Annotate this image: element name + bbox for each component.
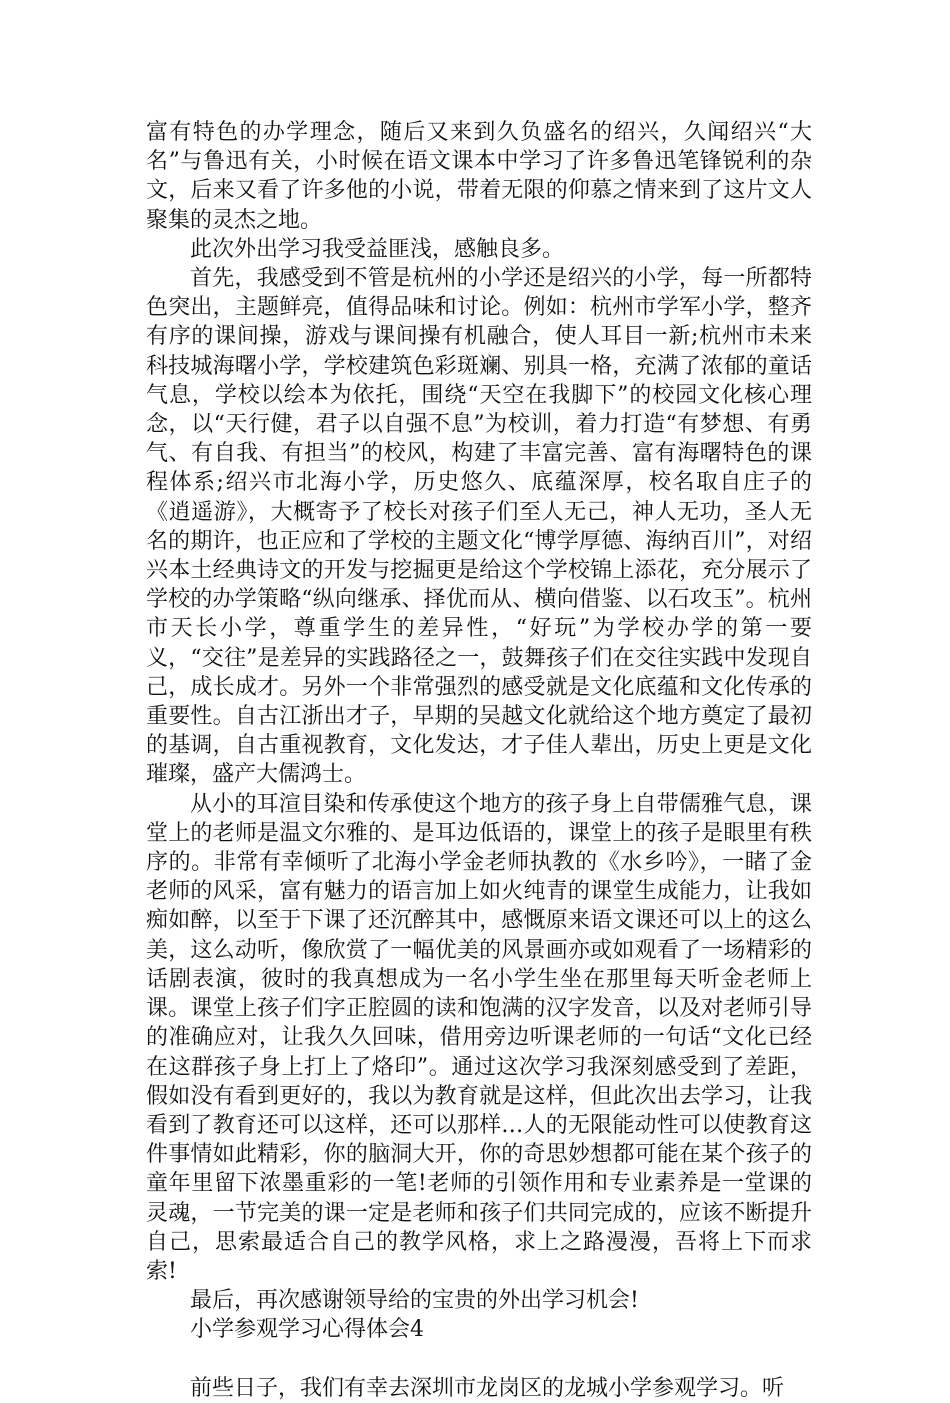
paragraph-next-section-start: 前些日子，我们有幸去深圳市龙岗区的龙城小学参观学习。听 [190, 1375, 785, 1401]
paragraph-classroom-observation: 从小的耳渲目染和传承使这个地方的孩子身上自带儒雅气息，课堂上的老师是温文尔雅的、是耳边低语的，课堂上的孩子是眼里有秩序的。非常有幸倾听了北海小学金老师执教的《水乡吟》，一睹了金老师的风采，富有魅力的语言加上如火纯青的课堂生成能力，让我如痴如醉，以至于下课了还沉醉其中，感慨原来语文课还可以上的这么美，这么动听，像欣赏了一幅优美的风景画亦或如观看了一场精彩的话剧表演，彼时的我真想成为一名小学生坐在那里每天听金老师上课。课堂上孩子们字正腔圆的读和饱满的汉字发音，以及对老师引导的准确应对，让我久久回味，借用旁边听课老师的一句话“文化已经在这群孩子身上打上了烙印”。通过这次学习我深刻感受到了差距，假如没有看到更好的，我以为教育就是这样，但此次出去学习，让我看到了教育还可以这样，还可以那样…人的无限能动性可以使教育这件事情如此精彩，你的脑洞大开，你的奇思妙想都可能在某个孩子的童年里留下浓墨重彩的一笔!老师的引领作用和专业素养是一堂课的灵魂，一节完美的课一定是老师和孩子们共同完成的，应该不断提升自己，思索最适合自己的教学风格，求上之路漫漫，吾将上下而求索! [146, 791, 812, 1284]
document-page [146, 118, 812, 1403]
section-heading: 小学参观学习心得体会4 [190, 1317, 424, 1343]
paragraph-thanks: 最后，再次感谢领导给的宝贵的外出学习机会! [190, 1288, 639, 1314]
paragraph-summary: 此次外出学习我受益匪浅，感触良多。 [190, 236, 565, 262]
blank-line [146, 1345, 812, 1374]
paragraph-intro-continued: 富有特色的办学理念，随后又来到久负盛名的绍兴，久闻绍兴“大名”与鲁迅有关，小时候在语文课本中学习了许多鲁迅笔锋锐利的杂文，后来又看了许多他的小说，带着无限的仰慕之情来到了这片文人聚集的灵杰之地。 [146, 120, 812, 233]
paragraph-first-impressions: 首先，我感受到不管是杭州的小学还是绍兴的小学，每一所都特色突出，主题鲜亮，值得品味和讨论。例如：杭州市学军小学，整齐有序的课间操，游戏与课间操有机融合，使人耳目一新;杭州市未来科技城海曙小学，学校建筑色彩斑斓、别具一格，充满了浓郁的童话气息，学校以绘本为依托，围绕“天空在我脚下”的校园文化核心理念，以“天行健，君子以自强不息”为校训，着力打造“有梦想、有勇气、有自我、有担当”的校风，构建了丰富完善、富有海曙特色的课程体系;绍兴市北海小学，历史悠久、底蕴深厚，校名取自庄子的《逍遥游》，大概寄予了校长对孩子们至人无己，神人无功，圣人无名的期许，也正应和了学校的主题文化“博学厚德、海纳百川”，对绍兴本土经典诗文的开发与挖掘更是给这个学校锦上添花，充分展示了学校的办学策略“纵向继承、择优而从、横向借鉴、以石攻玉”。杭州市天长小学，尊重学生的差异性，“好玩”为学校办学的第一要义，“交往”是差异的实践路径之一，鼓舞孩子们在交往实践中发现自己，成长成才。另外一个非常强烈的感受就是文化底蕴和文化传承的重要性。自古江浙出才子，早期的吴越文化就给这个地方奠定了最初的基调，自古重视教育，文化发达，才子佳人辈出，历史上更是文化璀璨，盛产大儒鸿士。 [146, 266, 812, 788]
